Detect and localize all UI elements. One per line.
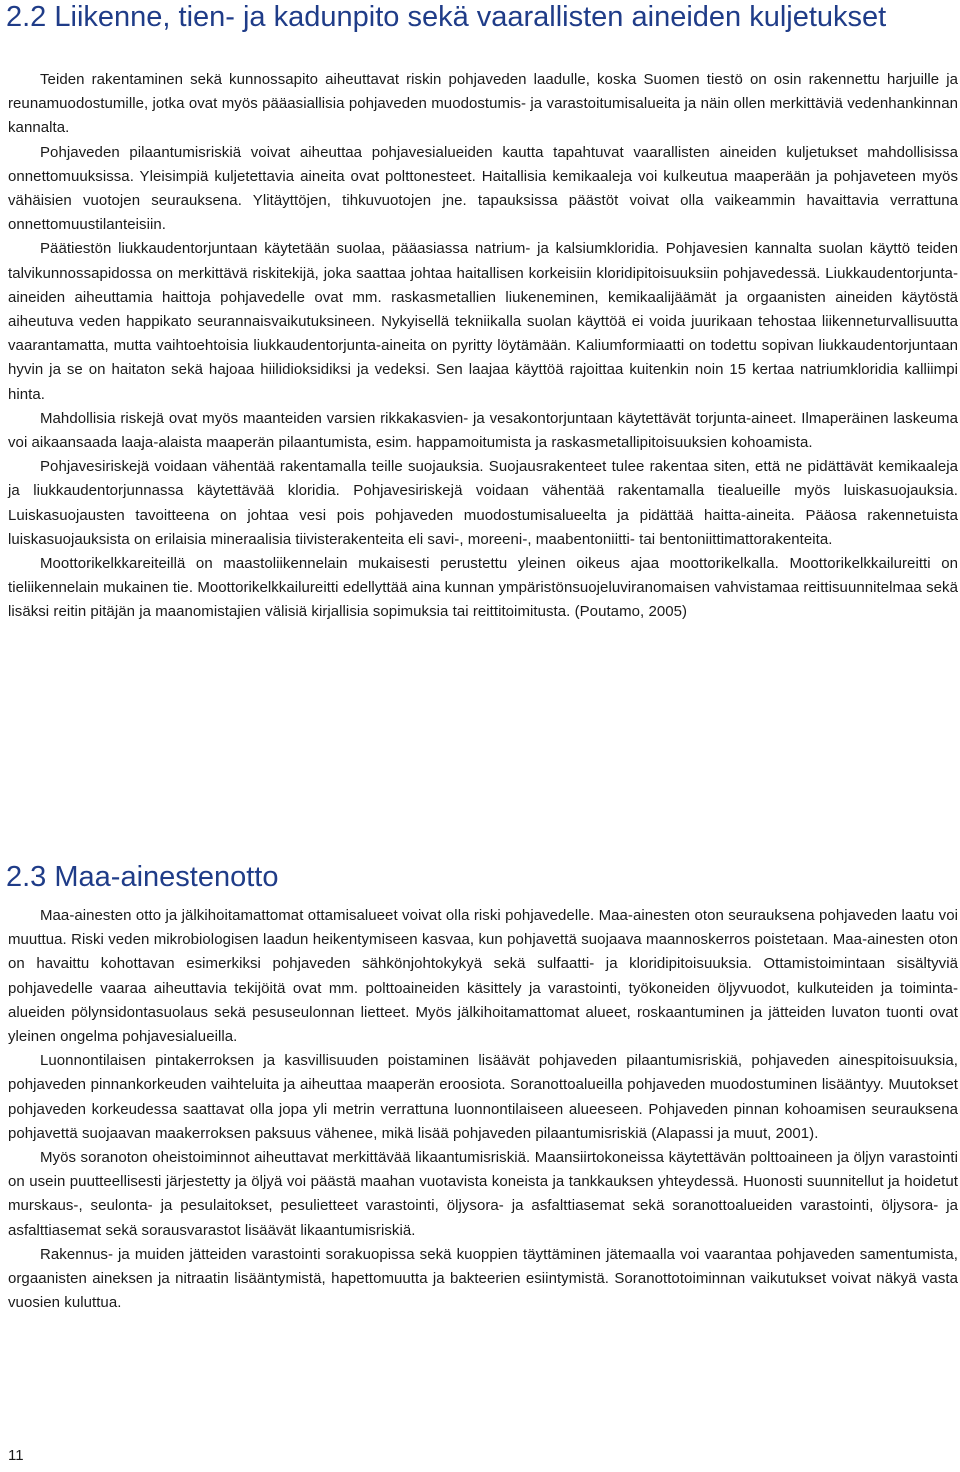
section-heading: 2.3 Maa-ainestenotto [6,861,279,893]
page-number: 11 [8,1447,24,1464]
paragraph: Päätiestön liukkaudentorjuntaan käytetään suolaa, pääasiassa natrium- ja kalsiumkloridia. Pohjavesien kannalta suolan käyttö teiden talvikunnossapidossa on merkittävä riskitekijä, joka saattaa johtaa haitallisen korkeisiin kloridipitoisuuksiin pohjavedessä. Liukkaudentorjunta-aineiden aiheuttamia haittoja pohjavedelle ovat mm. raskasmetallien liukeneminen, kemikaalijäämät ja orgaanisten aineiden käytöstä aiheutuva veden happikato seurannaisvaikutuksineen. Nykyisellä tekniikalla suolan käyttöä ei voida juurikaan tehostaa liikenneturvallisuutta vaarantamatta, mutta vaihtoehtoisia liukkaudentorjunta-aineita on pyritty löytämään. Kaliumformiaatti on todettu sopivan liukkaudentorjuntaan hyvin ja se on haitaton sekä hajoaa hiilidioksidiksi ja vedeksi. Sen laajaa käyttöä rajoittaa kuitenkin noin 15 kertaa natriumkloridia kalliimpi hinta. [8,240,958,403]
paragraph: Pohjavesiriskejä voidaan vähentää rakentamalla teille suojauksia. Suojausrakenteet tulee rakentaa siten, että ne pidättävät kemikaaleja ja liukkaudentorjunnassa käytettävää kloridia. Pohjavesiriskejä voidaan vähentää rakentamalla tiealueille myös luiskasuojauksia. Luiskasuojausten tavoitteena on johtaa vesi pois pohjaveden muodostumisalueelta ja pidättää haitta-aineita. Pääosa rakennetuista luiskasuojauksista on erilaisia mineraalisia tiivisterakenteita eli savi-, moreeni-, maabentoniitti- tai bentoniittimattorakenteita. [8,458,958,548]
paragraph: Rakennus- ja muiden jätteiden varastointi sorakuopissa sekä kuoppien täyttäminen jätemaalla voi vaarantaa pohjaveden samentumista, orgaanisten aineksen ja nitraatin lisääntymistä, hapettomuutta ja bakteerien esiintymistä. Soranottotoiminnan vaikutukset voivat näkyä vasta vuosien kuluttua. [8,1245,958,1312]
paragraph: Pohjaveden pilaantumisriskiä voivat aiheuttaa pohjavesialueiden kautta tapahtuvat vaarallisten aineiden kuljetukset mahdollisissa onnettomuuksissa. Yleisimpiä kuljetettavia aineita ovat polttonesteet. Haitallisia kemikaaleja voi kulkeutua maaperään ja pohjaveteen myös vähäisien vuotojen seurauksena. Ylitäyttöjen, tihkuvuotojen jne. tapauksissa päästöt voivat olla vaikeammin havaittavia verrattuna onnettomuustilanteisiin. [8,143,958,234]
section-body [8,68,958,625]
section-body [8,904,958,1315]
paragraph: Moottorikelkkareiteillä on maastoliikennelain mukaisesti perustettu yleinen oikeus ajaa moottorikelkalla. Moottorikelkkailureitti on tieliikennelain mukainen tie. Moottorikelkkailureitti edellyttää aina kunnan ympäristönsuojeluviranomaisen vahvistamaa reittisuunnitelmaa sekä lisäksi reitin pitäjän ja maanomistajien välisiä kirjallisia sopimuksia tai reittitoimitusta. (Poutamo, 2005) [8,555,958,621]
section-heading: 2.2 Liikenne, tien- ja kadunpito sekä vaarallisten aineiden kuljetukset [6,1,887,33]
paragraph: Teiden rakentaminen sekä kunnossapito aiheuttavat riskin pohjaveden laadulle, koska Suomen tiestö on osin rakennettu harjuille ja reunamuodostumille, jotka ovat myös pääasiallisia pohjaveden muodostumis- ja varastoitumisalueita ja näin ollen merkittäviä vedenhankinnan kannalta. [8,71,958,137]
paragraph: Myös soranoton oheistoiminnot aiheuttavat merkittävää likaantumisriskiä. Maansiirtokoneissa käytettävän polttoaineen ja öljyn varastointi on usein puutteellisesti järjestetty ja öljyä voi päästä maahan vuotavista koneista ja tankkauksen yhteydessä. Huonosti suunnitellut ja hoidetut murskaus-, seulonta- ja pesulaitokset, pesulietteet varastointi, öljysora- ja asfalttiasemat sekä soranottoalueiden varastointi, öljysora- ja asfalttiasemat sekä sorausvarastot lisäävät likaantumisriskiä. [8,1149,958,1239]
paragraph: Luonnontilaisen pintakerroksen ja kasvillisuuden poistaminen lisäävät pohjaveden pilaantumisriskiä, pohjaveden ainespitoisuuksia, pohjaveden pinnankorkeuden vaihteluita ja aiheuttaa maaperän eroosiota. Soranottoalueilla pohjaveden muodostuminen lisääntyy. Muutokset pohjaveden korkeudessa saattavat olla jopa yli metrin verrattuna luonnontilaiseen alueeseen. Pohjaveden pinnan kohoamisen seurauksena pohjavettä suojaavan maakerroksen paksuus vähenee, mikä lisää pohjaveden pilaantumisriskiä (Alapassi ja muut, 2001). [8,1052,958,1142]
paragraph: Mahdollisia riskejä ovat myös maanteiden varsien rikkakasvien- ja vesakontorjuntaan käytettävät torjunta-aineet. Ilmaperäinen laskeuma voi aikaansaada laaja-alaista maaperän pilaantumista, esim. happamoitumista ja raskasmetallipitoisuuksien kohoamista. [8,409,958,452]
paragraph: Maa-ainesten otto ja jälkihoitamattomat ottamisalueet voivat olla riski pohjavedelle. Maa-ainesten oton seurauksena pohjaveden laatu voi muuttua. Riski veden mikrobiologisen laadun heikentymiseen kasvaa, kun pohjavettä suojaava maannoskerros poistetaan. Maa-ainesten oton on havaittu kohottavan esimerkiksi pohjaveden sähkönjohtokykyä sekä sulfaatti- ja kloridipitoisuuksia. Ottamistoimintaan sisältyviä pohjavedelle vaaraa aiheuttavia tekijöitä ovat mm. polttoaineiden käsittely ja varastointi, työkoneiden öljyvuodot, kulkuteiden ja toiminta-alueiden pölynsidontasuolaus sekä pesuseulonnan lietteet. Myös jälkihoitamattomat alueet, roskaantuminen ja jätteiden luvaton tuonti ovat yleinen ongelma pohjavesialueilla. [8,907,958,1046]
